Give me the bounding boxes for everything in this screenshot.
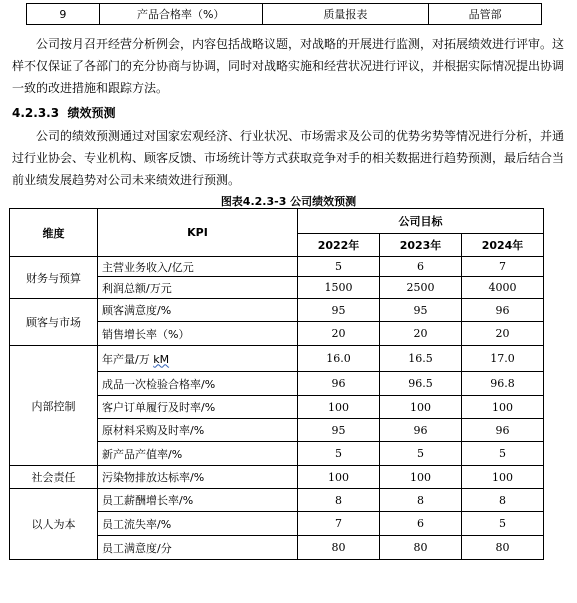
target-value-cell: 7 [462,257,544,277]
target-value-cell: 5 [298,257,380,277]
target-value-cell: 5 [380,442,462,466]
target-value-cell: 80 [380,536,462,560]
table-row [10,466,544,489]
table-row [10,346,544,372]
table-row [10,257,544,277]
target-value-cell: 7 [298,512,380,536]
kpi-cell: 员工流失率/% [98,512,298,536]
target-value-cell: 96 [462,419,544,442]
kpi-cell: 原材料采购及时率/% [98,419,298,442]
target-value-cell: 100 [462,466,544,489]
dimension-cell: 以人为本 [10,489,98,560]
header-year-2023: 2023年 [380,234,462,257]
performance-forecast-table [9,208,544,560]
target-value-cell: 5 [462,442,544,466]
target-value-cell: 96 [380,419,462,442]
target-value-cell: 8 [380,489,462,512]
previous-table-fragment [26,3,542,25]
section-heading [12,104,115,121]
table-caption: 图表4.2.3-3 公司绩效预测 [220,195,357,208]
target-value-cell: 6 [380,257,462,277]
kpi-cell: 新产品产值率/% [98,442,298,466]
kpi-cell: 年产量/万 kM [98,346,298,372]
target-value-cell: 20 [380,322,462,346]
dimension-cell: 顾客与市场 [10,299,98,346]
target-value-cell: 20 [462,322,544,346]
target-value-cell: 100 [380,396,462,419]
paragraph-review: 公司按月召开经营分析例会，内容包括战略议题，对战略的开展进行监测，对拓展绩效进行评审。这样不仅保证了各部门的充分协商与协调，同时对战略实施和经营状况进行评议，并根据实际情况提出协调一致的改进措施和跟踪方法。 [12,37,565,95]
target-value-cell: 16.0 [298,346,380,372]
target-value-cell: 5 [462,512,544,536]
target-value-cell: 80 [462,536,544,560]
target-value-cell: 95 [298,419,380,442]
target-value-cell: 8 [462,489,544,512]
table-header-row [10,209,544,234]
indicator-name: 产品合格率（%） [99,4,262,25]
kpi-cell: 成品一次检验合格率/% [98,372,298,396]
table-row [27,4,542,25]
target-value-cell: 100 [380,466,462,489]
kpi-cell: 员工满意度/分 [98,536,298,560]
paragraph-forecast: 公司的绩效预测通过对国家宏观经济、行业状况、市场需求及公司的优势劣势等情况进行分析，并通过行业协会、专业机构、顾客反馈、市场统计等方式获取竞争对手的相关数据进行趋势预测，最后结合当前业绩发展趋势对公司未来绩效进行预测。 [12,129,565,187]
dimension-cell: 内部控制 [10,346,98,466]
target-value-cell: 80 [298,536,380,560]
data-source: 质量报表 [262,4,429,25]
kpi-cell: 污染物排放达标率/% [98,466,298,489]
section-title: 绩效预测 [67,106,116,120]
target-value-cell: 5 [298,442,380,466]
target-value-cell: 1500 [298,277,380,299]
target-value-cell: 95 [380,299,462,322]
target-value-cell: 17.0 [462,346,544,372]
dimension-cell: 财务与预算 [10,257,98,299]
target-value-cell: 16.5 [380,346,462,372]
kpi-cell: 顾客满意度/% [98,299,298,322]
target-value-cell: 100 [462,396,544,419]
target-value-cell: 2500 [380,277,462,299]
target-value-cell: 96.5 [380,372,462,396]
header-dimension: 维度 [10,209,98,257]
target-value-cell: 8 [298,489,380,512]
kpi-cell: 主营业务收入/亿元 [98,257,298,277]
target-value-cell: 96 [462,299,544,322]
header-kpi: KPI [98,209,298,257]
header-year-2024: 2024年 [462,234,544,257]
section-number: 4.2.3.3 [12,106,60,120]
target-value-cell: 6 [380,512,462,536]
target-value-cell: 95 [298,299,380,322]
header-company-target: 公司目标 [298,209,544,234]
target-value-cell: 96 [298,372,380,396]
target-value-cell: 20 [298,322,380,346]
responsible-dept: 品管部 [429,4,542,25]
table-row [10,489,544,512]
dimension-cell: 社会责任 [10,466,98,489]
header-year-2022: 2022年 [298,234,380,257]
unit-text: kM [153,352,170,366]
target-value-cell: 100 [298,466,380,489]
kpi-cell: 员工薪酬增长率/% [98,489,298,512]
kpi-cell: 销售增长率（%） [98,322,298,346]
table-row [10,299,544,322]
kpi-cell: 利润总额/万元 [98,277,298,299]
target-value-cell: 96.8 [462,372,544,396]
row-number: 9 [27,4,100,25]
target-value-cell: 4000 [462,277,544,299]
kpi-cell: 客户订单履行及时率/% [98,396,298,419]
target-value-cell: 100 [298,396,380,419]
